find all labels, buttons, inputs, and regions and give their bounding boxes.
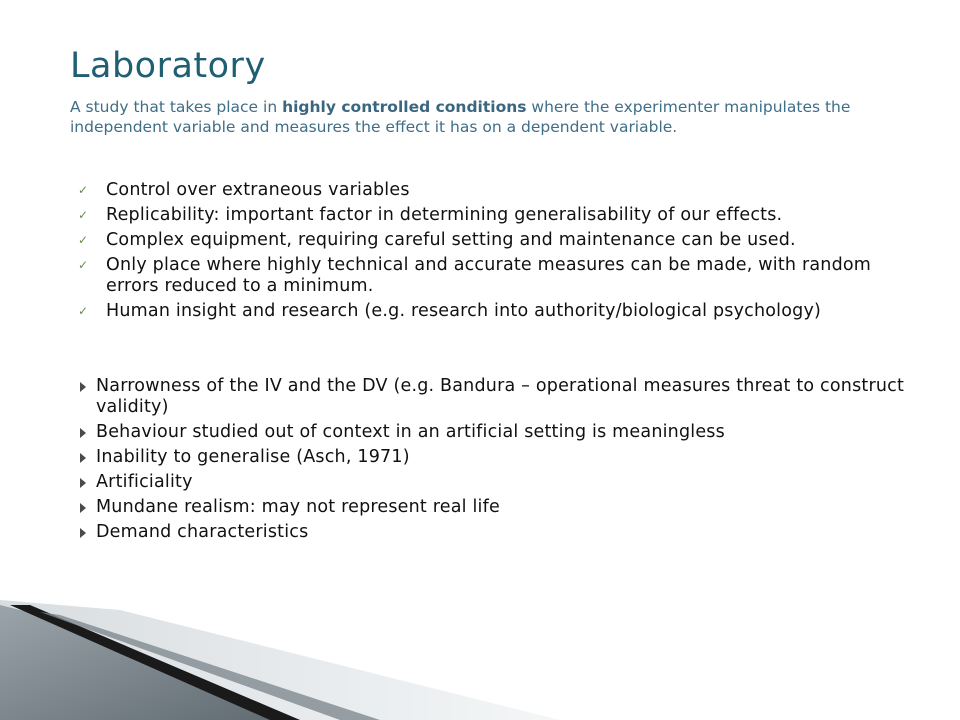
subtitle-text-end: where the experimenter manipulates the independent variable and measures the effect it has on a dependent variable. bbox=[70, 98, 851, 136]
corner-decoration bbox=[0, 560, 620, 720]
disadvantages-list bbox=[78, 376, 918, 547]
disadvantage-item bbox=[78, 472, 918, 493]
advantage-item bbox=[78, 230, 918, 251]
checkmark-icon: ✓ bbox=[78, 304, 89, 318]
disadvantage-item bbox=[78, 422, 918, 443]
disadvantage-text: Inability to generalise (Asch, 1971) bbox=[96, 447, 410, 467]
disadvantage-text: Narrowness of the IV and the DV (e.g. Bandura – operational measures threat to construct validity) bbox=[96, 376, 905, 417]
disadvantage-text: Mundane realism: may not represent real life bbox=[96, 497, 500, 517]
subtitle-emphasis: highly controlled conditions bbox=[282, 98, 527, 116]
disadvantage-text: Behaviour studied out of context in an artificial setting is meaningless bbox=[96, 422, 725, 442]
arrow-right-icon bbox=[80, 453, 86, 463]
arrow-right-icon bbox=[80, 528, 86, 538]
advantage-text: Complex equipment, requiring careful setting and maintenance can be used. bbox=[106, 230, 796, 250]
advantage-item bbox=[78, 301, 918, 322]
disadvantage-item bbox=[78, 522, 918, 543]
checkmark-icon: ✓ bbox=[78, 258, 89, 272]
arrow-right-icon bbox=[80, 428, 86, 438]
checkmark-icon: ✓ bbox=[78, 183, 89, 197]
advantage-text: Control over extraneous variables bbox=[106, 180, 410, 200]
advantage-text: Replicability: important factor in determining generalisability of our effects. bbox=[106, 205, 783, 225]
advantage-item bbox=[78, 205, 918, 226]
arrow-right-icon bbox=[80, 503, 86, 513]
disadvantage-item bbox=[78, 376, 918, 418]
disadvantage-item bbox=[78, 447, 918, 468]
advantage-text: Human insight and research (e.g. research into authority/biological psychology) bbox=[106, 301, 822, 321]
advantage-item bbox=[78, 180, 918, 201]
checkmark-icon: ✓ bbox=[78, 208, 89, 222]
checkmark-icon: ✓ bbox=[78, 233, 89, 247]
advantage-text: Only place where highly technical and accurate measures can be made, with random errors reduced to a minimum. bbox=[106, 255, 872, 296]
arrow-right-icon bbox=[80, 382, 86, 392]
disadvantage-text: Demand characteristics bbox=[96, 522, 309, 542]
advantage-item bbox=[78, 255, 918, 297]
advantages-list bbox=[78, 180, 918, 326]
slide-subtitle bbox=[70, 97, 890, 137]
subtitle-text-start: A study that takes place in bbox=[70, 98, 283, 116]
arrow-right-icon bbox=[80, 478, 86, 488]
slide-title: Laboratory bbox=[70, 46, 266, 86]
disadvantage-item bbox=[78, 497, 918, 518]
disadvantage-text: Artificiality bbox=[96, 472, 193, 492]
